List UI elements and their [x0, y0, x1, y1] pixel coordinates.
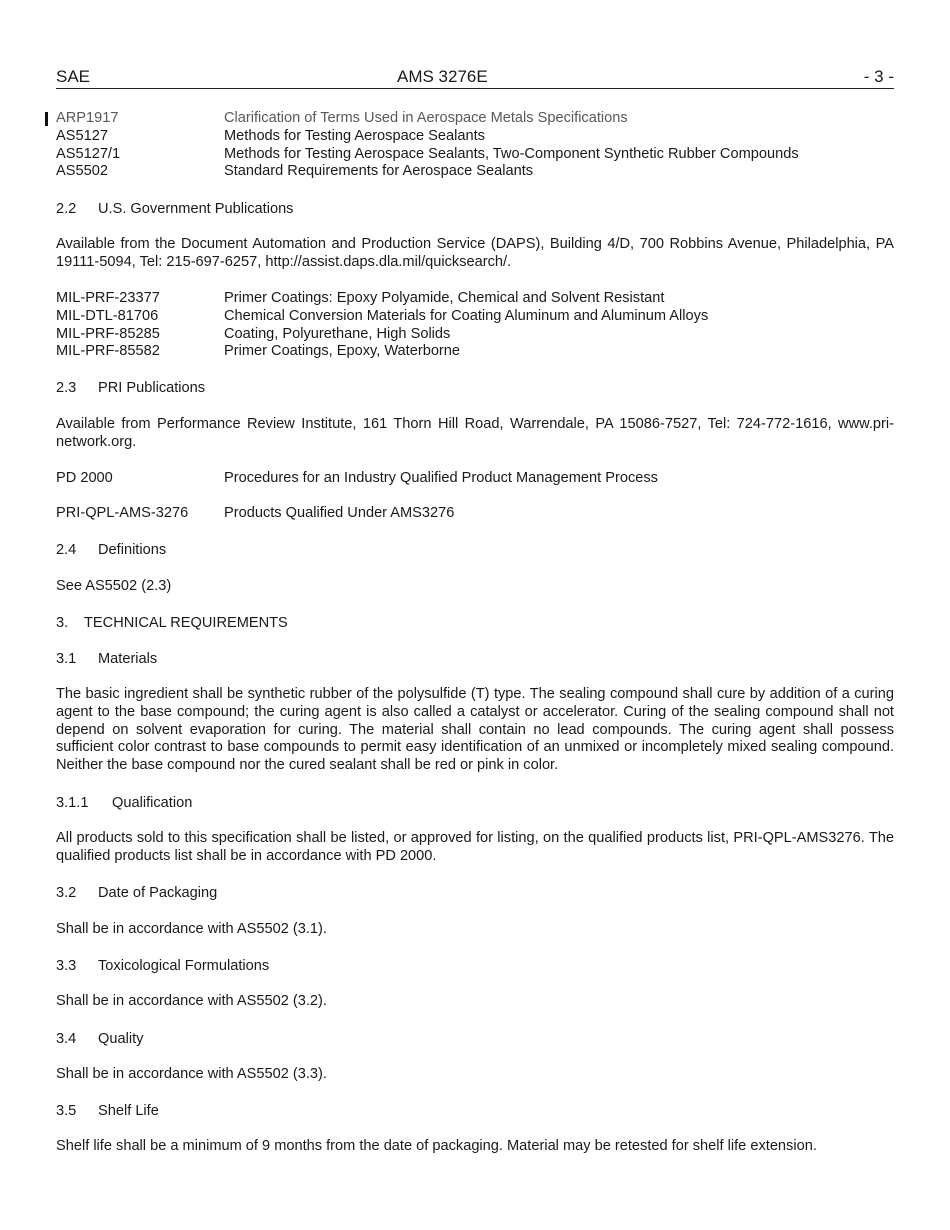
pri-reference-row: [56, 470, 894, 488]
reference-code: AS5502: [56, 163, 108, 180]
header-doc-number: AMS 3276E: [397, 67, 488, 86]
section-heading-2-4: [56, 541, 166, 559]
section-heading-3: [56, 614, 288, 632]
revision-bar: [45, 112, 48, 126]
page-header: [56, 66, 894, 89]
section-number: 2.2: [56, 201, 77, 217]
reference-row: [56, 128, 894, 146]
reference-title: Methods for Testing Aerospace Sealants, Two-Component Synthetic Rubber Compounds: [224, 145, 799, 162]
paragraph-3-5: Shelf life shall be a minimum of 9 months from the date of packaging. Material may be retested for shelf life extension.: [56, 1138, 817, 1154]
government-reference-list: [56, 290, 894, 361]
reference-row: [56, 110, 894, 128]
section-title: Date of Packaging: [98, 885, 218, 901]
reference-code: PRI-QPL-AMS-3276: [56, 505, 189, 521]
reference-row: [56, 343, 894, 361]
section-number: 3.4: [56, 1031, 77, 1047]
pri-reference-row: [56, 505, 894, 523]
header-page-number: - 3 -: [863, 67, 894, 86]
paragraph-3-4: Shall be in accordance with AS5502 (3.3).: [56, 1066, 327, 1082]
section-number: 3.5: [56, 1103, 77, 1119]
reference-code: MIL-DTL-81706: [56, 307, 159, 324]
paragraph-3-1: The basic ingredient shall be synthetic rubber of the polysulfide (T) type. The sealing compound shall cure by addition of a curing agent to the base compound; the curing agent is also called a catalyst or accelerator. Curing of the sealing compound shall not depend on solvent evaporation for curing. The material shall contain no lead compounds. The curing agent shall possess sufficient color contrast to base compounds to permit easy identification of an unmixed or incompletely mixed sealing compound. Neither the base compound nor the cured sealant shall be red or pink in color.: [56, 686, 894, 774]
section-title: TECHNICAL REQUIREMENTS: [84, 615, 288, 631]
reference-row: [56, 470, 894, 488]
section-title: Shelf Life: [98, 1103, 159, 1119]
reference-title: Chemical Conversion Materials for Coating Aluminum and Aluminum Alloys: [224, 307, 709, 324]
sae-reference-list: [56, 110, 894, 181]
section-heading-3-4: [56, 1030, 143, 1048]
section-title: Quality: [98, 1031, 144, 1047]
section-title: Qualification: [112, 795, 193, 811]
reference-code: ARP1917: [56, 110, 119, 126]
paragraph-2-3: Available from Performance Review Institute, 161 Thorn Hill Road, Warrendale, PA 15086-7527, Tel: 724-772-1616, www.pri-network.org.: [56, 416, 894, 450]
reference-code: MIL-PRF-23377: [56, 290, 160, 306]
section-number: 2.3: [56, 380, 77, 396]
paragraph-3-1-1: All products sold to this specification shall be listed, or approved for listing, on the qualified products list, PRI-QPL-AMS3276. The qualified products list shall be in accordance with PD 2000.: [56, 830, 894, 864]
paragraph-2-4: See AS5502 (2.3): [56, 578, 172, 594]
section-number: 3.: [56, 615, 69, 631]
reference-title: Primer Coatings, Epoxy, Waterborne: [224, 343, 461, 360]
section-number: 3.1: [56, 651, 77, 667]
reference-title: Standard Requirements for Aerospace Sealants: [224, 163, 534, 180]
section-heading-3-2: [56, 884, 217, 902]
section-title: Definitions: [98, 542, 167, 558]
reference-code: AS5127/1: [56, 145, 121, 162]
section-heading-2-3: [56, 379, 205, 397]
section-title: PRI Publications: [98, 380, 206, 396]
section-title: Toxicological Formulations: [98, 958, 270, 974]
reference-title: Methods for Testing Aerospace Sealants: [224, 127, 485, 144]
section-number: 3.1.1: [56, 795, 89, 811]
reference-title: Primer Coatings: Epoxy Polyamide, Chemical and Solvent Resistant: [224, 290, 665, 306]
paragraph-2-2: Available from the Document Automation and Production Service (DAPS), Building 4/D, 700 Robbins Avenue, Philadelphia, PA 19111-5094, Tel: 215-697-6257, http://assist.daps.dla.mil/quicksearch/.: [56, 236, 894, 270]
reference-code: AS5127: [56, 127, 108, 144]
reference-row: [56, 505, 894, 523]
section-heading-2-2: [56, 200, 293, 218]
reference-title: Coating, Polyurethane, High Solids: [224, 325, 451, 342]
reference-title: Clarification of Terms Used in Aerospace Metals Specifications: [224, 110, 628, 126]
reference-row: [56, 326, 894, 344]
section-number: 3.2: [56, 885, 77, 901]
header-org: SAE: [56, 67, 91, 86]
section-number: 2.4: [56, 542, 77, 558]
reference-code: MIL-PRF-85285: [56, 325, 160, 342]
section-number: 3.3: [56, 958, 77, 974]
reference-row: [56, 146, 894, 164]
paragraph-3-2: Shall be in accordance with AS5502 (3.1).: [56, 921, 327, 937]
reference-row: [56, 308, 894, 326]
reference-row: [56, 163, 894, 181]
section-heading-3-3: [56, 957, 269, 975]
section-title: U.S. Government Publications: [98, 201, 294, 217]
reference-row: [56, 290, 894, 308]
section-heading-3-5: [56, 1102, 159, 1120]
reference-title: Products Qualified Under AMS3276: [224, 505, 455, 521]
reference-code: PD 2000: [56, 470, 113, 486]
section-heading-3-1-1: [56, 794, 192, 812]
reference-code: MIL-PRF-85582: [56, 343, 160, 360]
section-title: Materials: [98, 651, 158, 667]
reference-title: Procedures for an Industry Qualified Product Management Process: [224, 470, 658, 486]
section-heading-3-1: [56, 650, 157, 668]
paragraph-3-3: Shall be in accordance with AS5502 (3.2).: [56, 993, 327, 1009]
